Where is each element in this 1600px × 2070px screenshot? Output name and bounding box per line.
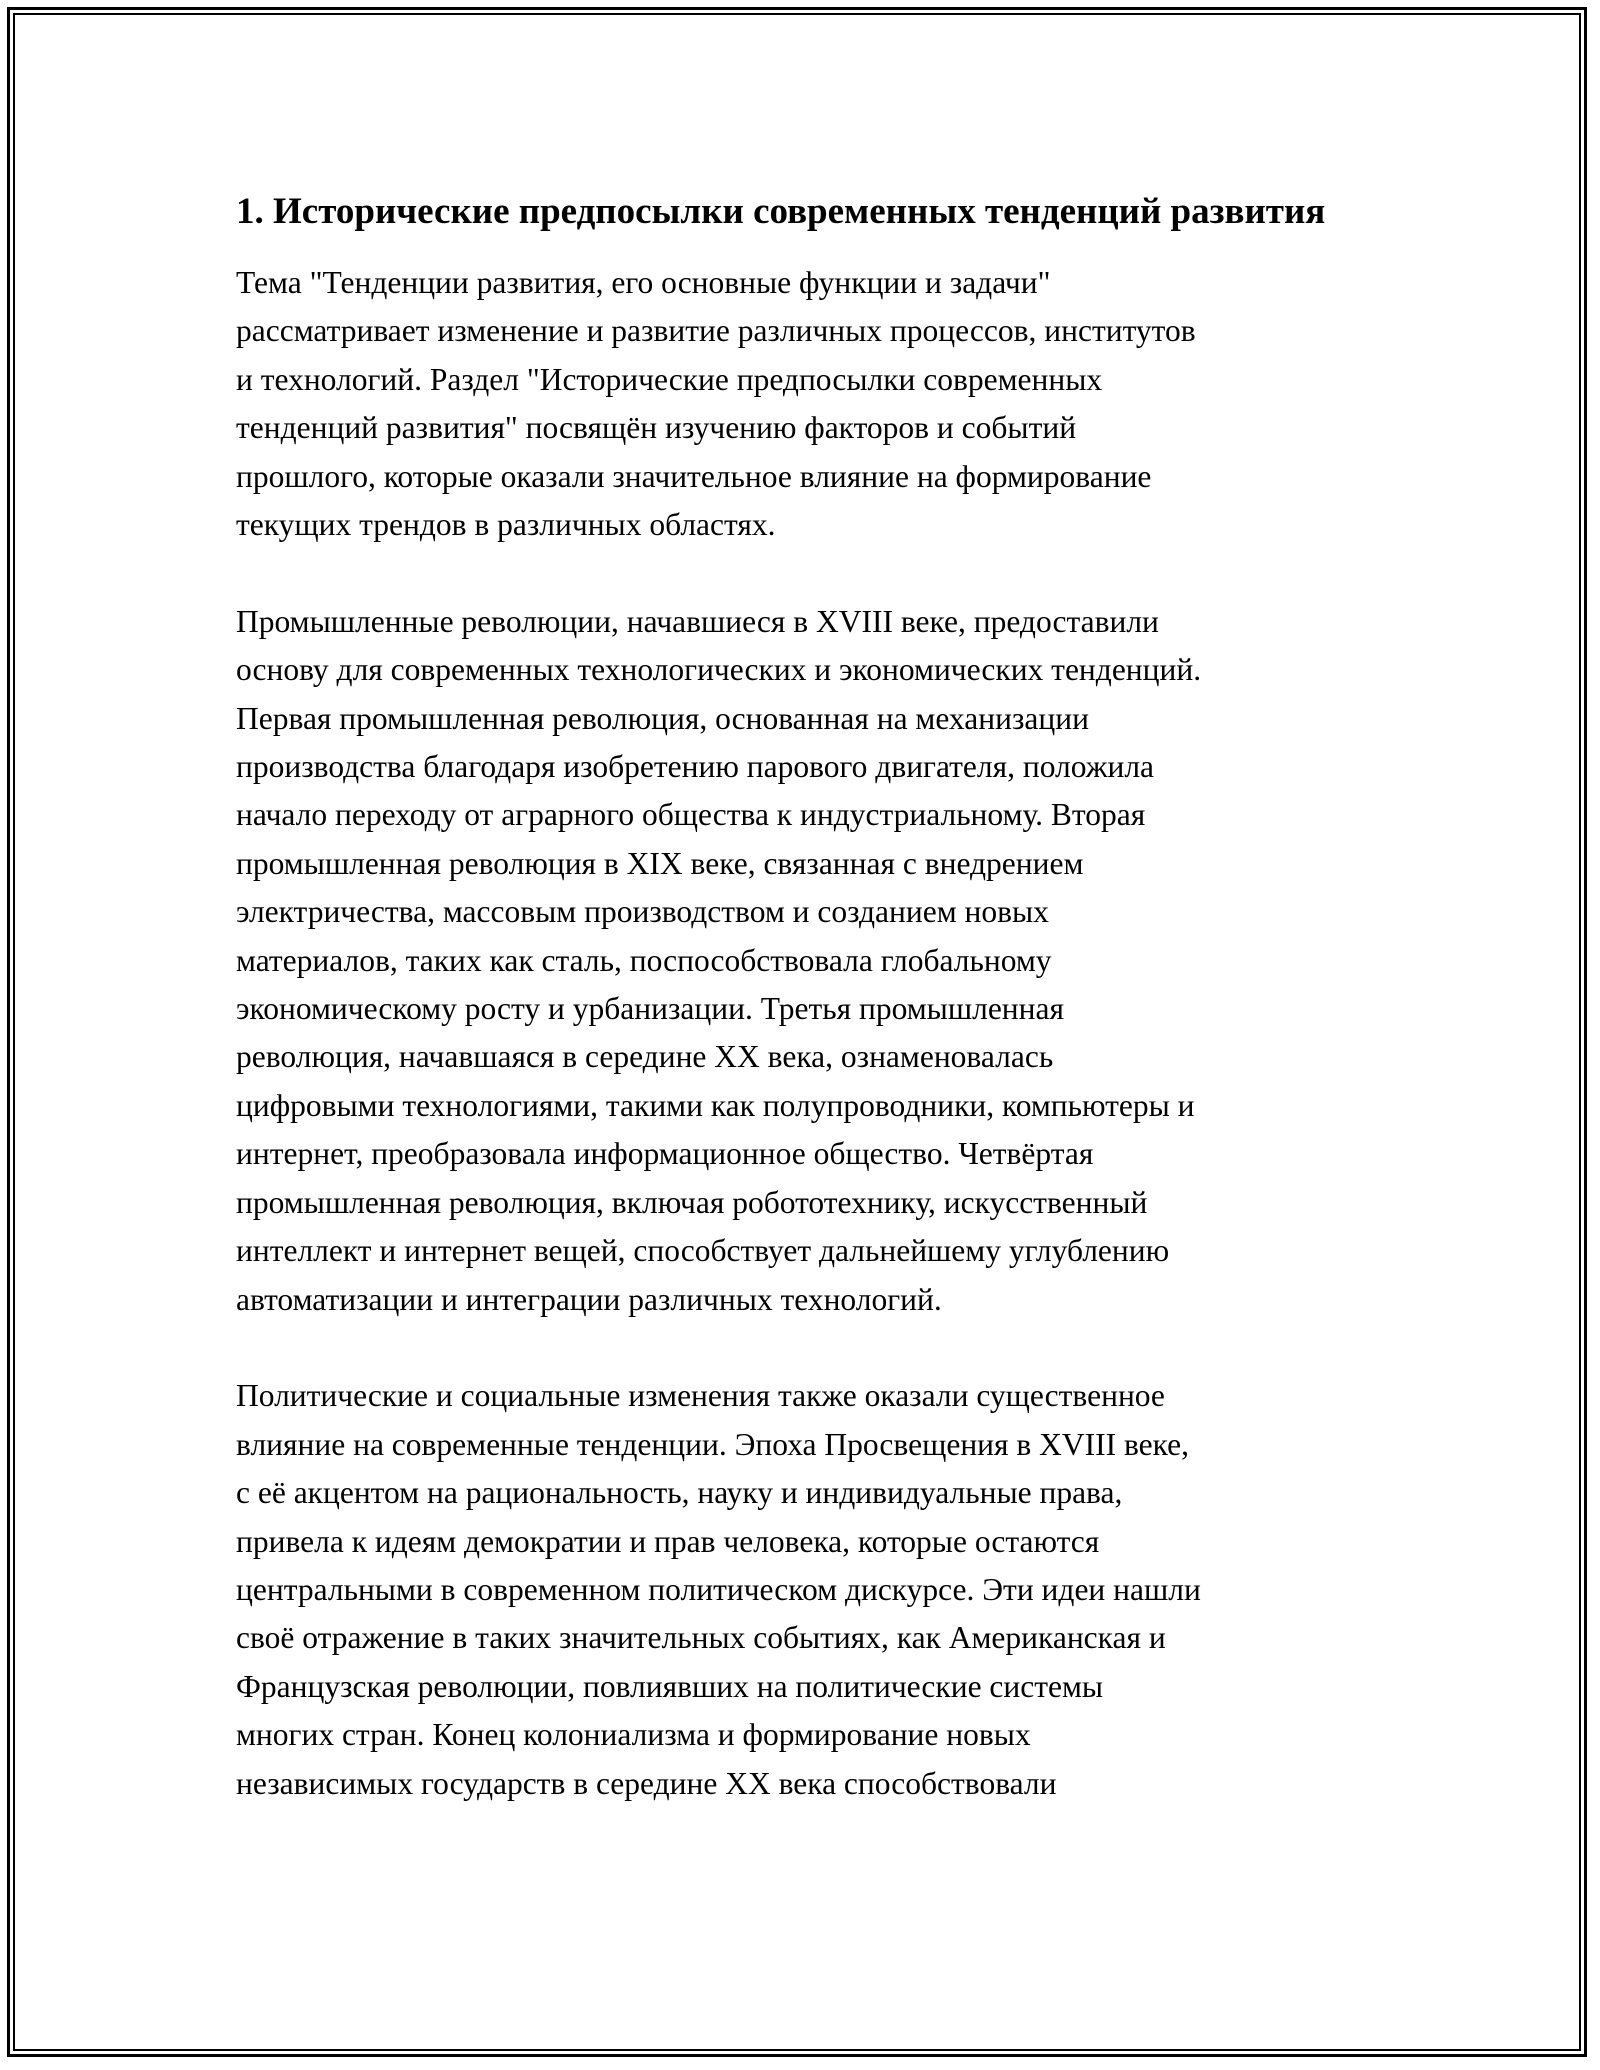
paragraph-industrial-revolutions: Промышленные революции, начавшиеся в XVIII веке, предоставили основу для современных технологических и экономических тенденций. Первая промышленная революция, основанная на механизации производства благодаря изобретению парового двигателя, положила начало переходу от аграрного общества к индустриальному. Вторая промышленная революция в XIX веке, связанная с внедрением электричества, массовым производством и созданием новых материалов, таких как сталь, поспособствовала глобальному экономическому росту и урбанизации. Третья промышленная революция, начавшаяся в середине XX века, ознаменовалась цифровыми технологиями, такими как полупроводники, компьютеры и интернет, преобразовала информационное общество. Четвёртая промышленная революция, включая робототехнику, искусственный интеллект и интернет вещей, способствует дальнейшему углублению автоматизации и интеграции различных технологий. [236,603,1202,1317]
document-page [236,186,1376,1856]
paragraph-political-social: Политические и социальные изменения также оказали существенное влияние на современные тенденции. Эпоха Просвещения в XVIII веке, с её акцентом на рациональность, науку и индивидуальные права, привела к идеям демократии и прав человека, которые остаются центральными в современном политическом дискурсе. Эти идеи нашли своё отражение в таких значительных событиях, как Американская и Французская революции, повлиявших на политические системы многих стран. Конец колониализма и формирование новых независимых государств в середине XX века способствовали [236,1378,1201,1801]
section-title: 1. Исторические предпосылки современных тенденций развития [236,191,1326,232]
paragraph-intro: Тема "Тенденции развития, его основные функции и задачи" рассматривает изменение и развитие различных процессов, институтов и технологий. Раздел "Исторические предпосылки современных тенденций развития" посвящён изучению факторов и событий прошлого, которые оказали значительное влияние на формирование текущих трендов в различных областях. [236,265,1196,543]
